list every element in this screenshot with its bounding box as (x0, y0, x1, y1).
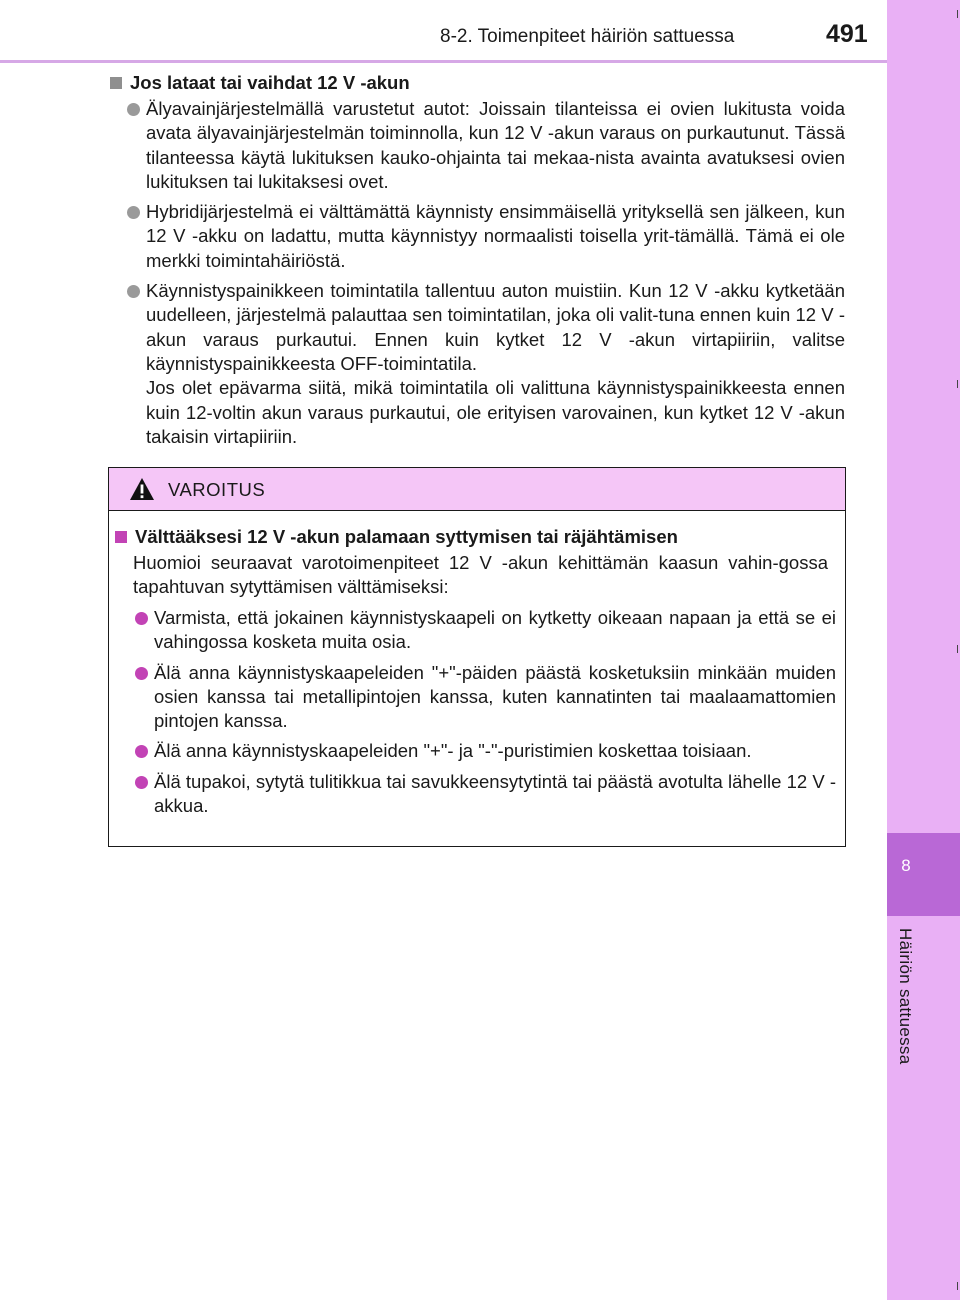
list-item-text-extra: Jos olet epävarma siitä, mikä toimintatila oli valittuna käynnistyspainikkeesta ennen kuin 12-voltin akun varaus purkautui, ole erityisen varovainen, kun kytket 12 V -akun takaisin virtapiiriin. (146, 377, 845, 447)
square-bullet-icon (110, 77, 122, 89)
crop-mark (957, 645, 958, 653)
list-item (135, 606, 836, 655)
list-item-text: Älä anna käynnistyskaapeleiden "+"- ja "-"-puristimien koskettaa toisiaan. (154, 740, 752, 762)
crop-mark (957, 10, 958, 18)
bullet-dot-icon (135, 667, 148, 680)
bullet-dot-icon (127, 206, 140, 219)
list-item (127, 97, 845, 194)
chapter-sidebar (887, 0, 960, 1300)
chapter-number: 8 (901, 856, 911, 875)
list-item (135, 661, 836, 734)
section-heading (110, 72, 410, 94)
bullet-dot-icon (127, 103, 140, 116)
header-rule (0, 60, 887, 63)
list-item-text: Älä anna käynnistyskaapeleiden "+"-päiden päästä kosketuksiin minkään muiden osien kanssa tai metallipintojen kanssa, kuten kannatinten tai maalaamattomien pintojen kanssa. (154, 661, 836, 732)
list-item-text: Älä tupakoi, sytytä tulitikkua tai savukkeensytytintä tai päästä avotulta lähelle 12 V -akkua. (154, 770, 836, 817)
list-item-text: Varmista, että jokainen käynnistyskaapeli on kytketty oikeaan napaan ja että se ei vahingossa kosketa muita osia. (154, 607, 836, 653)
warning-heading (115, 526, 678, 548)
square-bullet-icon (115, 531, 127, 543)
bullet-dot-icon (135, 745, 148, 758)
crop-mark (957, 380, 958, 388)
page-number: 491 (826, 20, 868, 48)
crop-mark (957, 1282, 958, 1290)
info-bullet-list (127, 97, 845, 455)
list-item-text: Käynnistyspainikkeen toimintatila tallentuu auton muistiin. Kun 12 V -akku kytketään uudelleen, järjestelmä palauttaa sen toimintatilan, joka oli valit-tuna ennen kuin 12 V -akun varaus purkautui. Ennen kuin kytket 12 V -akun virtapiiriin, valitse käynnistyspainikkeesta OFF-toimintatila. (146, 280, 845, 374)
warning-heading-text: Välttääksesi 12 V -akun palamaan syttymisen tai räjähtämisen (135, 526, 678, 547)
warning-header (109, 468, 845, 511)
warning-bullet-list (135, 606, 836, 824)
warning-title: VAROITUS (168, 479, 266, 500)
chapter-name: Häiriön sattuessa (896, 928, 915, 1065)
warning-triangle-icon (129, 477, 155, 501)
list-item-text: Älyavainjärjestelmällä varustetut autot: Joissain tilanteissa ei ovien lukitusta voida avata älyavainjärjestelmän toiminnolla, kun 12 V -akun varaus on purkautunut. Tässä tilanteessa käytä lukituksen kauko-ohjainta tai mekaa-nista avainta avatuksesi ovien lukituksen tai lukitaksesi ovet. (146, 98, 845, 192)
section-title: 8-2. Toimenpiteet häiriön sattuessa (440, 26, 735, 47)
warning-intro: Huomioi seuraavat varotoimenpiteet 12 V -akun kehittämän kaasun vahin-gossa tapahtuvan sytyttämisen välttämiseksi: (133, 552, 828, 598)
list-item (135, 739, 836, 763)
bullet-dot-icon (135, 612, 148, 625)
warning-box (108, 467, 846, 847)
section-heading-text: Jos lataat tai vaihdat 12 V -akun (130, 72, 410, 93)
bullet-dot-icon (135, 776, 148, 789)
list-item (135, 770, 836, 819)
list-item-text: Hybridijärjestelmä ei välttämättä käynnisty ensimmäisellä yrityksellä sen jälkeen, kun 12 V -akku on ladattu, mutta käynnistyy normaalisti toisella yrit-tämällä. Tämä ei ole merkki toimintahäiriöstä. (146, 201, 845, 271)
bullet-dot-icon (127, 285, 140, 298)
list-item (127, 279, 845, 449)
list-item (127, 200, 845, 273)
